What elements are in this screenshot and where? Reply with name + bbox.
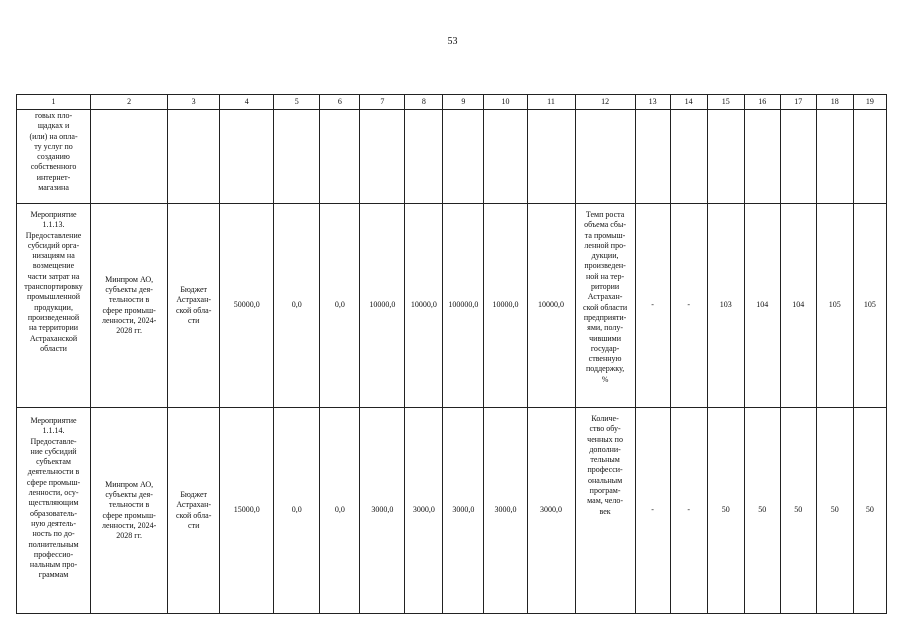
table-cell: 10000,0 bbox=[527, 204, 575, 408]
table-cell bbox=[575, 110, 635, 204]
table-cell bbox=[635, 110, 670, 204]
table-row bbox=[17, 110, 887, 204]
col-header: 1 bbox=[17, 95, 91, 110]
table-cell bbox=[274, 110, 320, 204]
col-header: 9 bbox=[443, 95, 484, 110]
table-cell bbox=[91, 110, 168, 204]
col-header: 15 bbox=[707, 95, 744, 110]
table-cell bbox=[484, 110, 527, 204]
table-cell: Количе- ство обу- ченных по дополни- тельным професси- ональным програм- мам, чело- век bbox=[575, 408, 635, 614]
table-cell: 0,0 bbox=[320, 408, 360, 614]
table-cell bbox=[168, 110, 220, 204]
table-cell: 0,0 bbox=[320, 204, 360, 408]
col-header: 2 bbox=[91, 95, 168, 110]
col-header: 7 bbox=[360, 95, 405, 110]
table-cell: 10000,0 bbox=[405, 204, 443, 408]
table-cell: 50 bbox=[744, 408, 780, 614]
table-row bbox=[17, 408, 887, 614]
table-row bbox=[17, 204, 887, 408]
table-cell: - bbox=[635, 408, 670, 614]
col-header: 3 bbox=[168, 95, 220, 110]
col-header: 11 bbox=[527, 95, 575, 110]
table-cell: 3000,0 bbox=[484, 408, 527, 614]
table-cell: 10000,0 bbox=[360, 204, 405, 408]
table-cell bbox=[853, 110, 886, 204]
table-cell: говых пло- щадках и (или) на опла- ту услуг по созданию собственного интернет- магазина bbox=[17, 110, 91, 204]
table-cell: 105 bbox=[816, 204, 853, 408]
col-header: 16 bbox=[744, 95, 780, 110]
table-cell: 103 bbox=[707, 204, 744, 408]
table-cell: Бюджет Астрахан- ской обла- сти bbox=[168, 408, 220, 614]
table-cell: 3000,0 bbox=[360, 408, 405, 614]
table-cell bbox=[360, 110, 405, 204]
table-cell: 0,0 bbox=[274, 204, 320, 408]
table-cell bbox=[670, 110, 707, 204]
table-cell: - bbox=[670, 408, 707, 614]
table-cell: 50 bbox=[780, 408, 816, 614]
table-cell: 15000,0 bbox=[220, 408, 274, 614]
table-cell: 50 bbox=[707, 408, 744, 614]
col-header: 8 bbox=[405, 95, 443, 110]
data-table bbox=[16, 94, 887, 614]
table-cell: 50000,0 bbox=[220, 204, 274, 408]
table-cell: Темп роста объема сбы- та промыш- ленной про- дукции, произведен- ной на тер- ритории Астрахан- ской области предприяти- ями, полу- чившими государ- ственную поддержку, % bbox=[575, 204, 635, 408]
table-cell bbox=[780, 110, 816, 204]
table-cell: 50 bbox=[853, 408, 886, 614]
table-cell bbox=[744, 110, 780, 204]
table-cell: 3000,0 bbox=[405, 408, 443, 614]
table-cell bbox=[320, 110, 360, 204]
col-header: 14 bbox=[670, 95, 707, 110]
table-cell: 0,0 bbox=[274, 408, 320, 614]
table-cell: Мероприятие 1.1.14. Предоставле- ние субсидий субъектам деятельности в сфере промыш- ленности, осу- ществляющим образователь- ную деятель- ность по до- полнительным профессио- нальным про- граммам bbox=[17, 408, 91, 614]
table-cell: Бюджет Астрахан- ской обла- сти bbox=[168, 204, 220, 408]
table-cell: 105 bbox=[853, 204, 886, 408]
table-cell bbox=[527, 110, 575, 204]
table-cell bbox=[220, 110, 274, 204]
table-cell: 104 bbox=[744, 204, 780, 408]
table-cell bbox=[707, 110, 744, 204]
col-header: 12 bbox=[575, 95, 635, 110]
table-cell: Мероприятие 1.1.13. Предоставление субсидий орга- низациям на возмещение части затрат на транспортировку промышленной продукции, произведенной на территории Астраханской области bbox=[17, 204, 91, 408]
table-cell bbox=[443, 110, 484, 204]
table-cell: 100000,0 bbox=[443, 204, 484, 408]
table-cell: 10000,0 bbox=[484, 204, 527, 408]
col-header: 5 bbox=[274, 95, 320, 110]
col-header: 6 bbox=[320, 95, 360, 110]
col-header: 10 bbox=[484, 95, 527, 110]
table-cell bbox=[816, 110, 853, 204]
table-cell: 50 bbox=[816, 408, 853, 614]
table-cell: 3000,0 bbox=[527, 408, 575, 614]
col-header: 18 bbox=[816, 95, 853, 110]
col-header: 19 bbox=[853, 95, 886, 110]
table-cell: 3000,0 bbox=[443, 408, 484, 614]
header-row bbox=[17, 95, 887, 110]
table-cell: Минпром АО, субъекты дея- тельности в сфере промыш- ленности, 2024- 2028 гг. bbox=[91, 408, 168, 614]
table-cell: Минпром АО, субъекты дея- тельности в сфере промыш- ленности, 2024- 2028 гг. bbox=[91, 204, 168, 408]
table-cell: 104 bbox=[780, 204, 816, 408]
page-number: 53 bbox=[447, 36, 458, 47]
table-cell: - bbox=[635, 204, 670, 408]
col-header: 17 bbox=[780, 95, 816, 110]
col-header: 13 bbox=[635, 95, 670, 110]
table-cell bbox=[405, 110, 443, 204]
table-cell: - bbox=[670, 204, 707, 408]
col-header: 4 bbox=[220, 95, 274, 110]
